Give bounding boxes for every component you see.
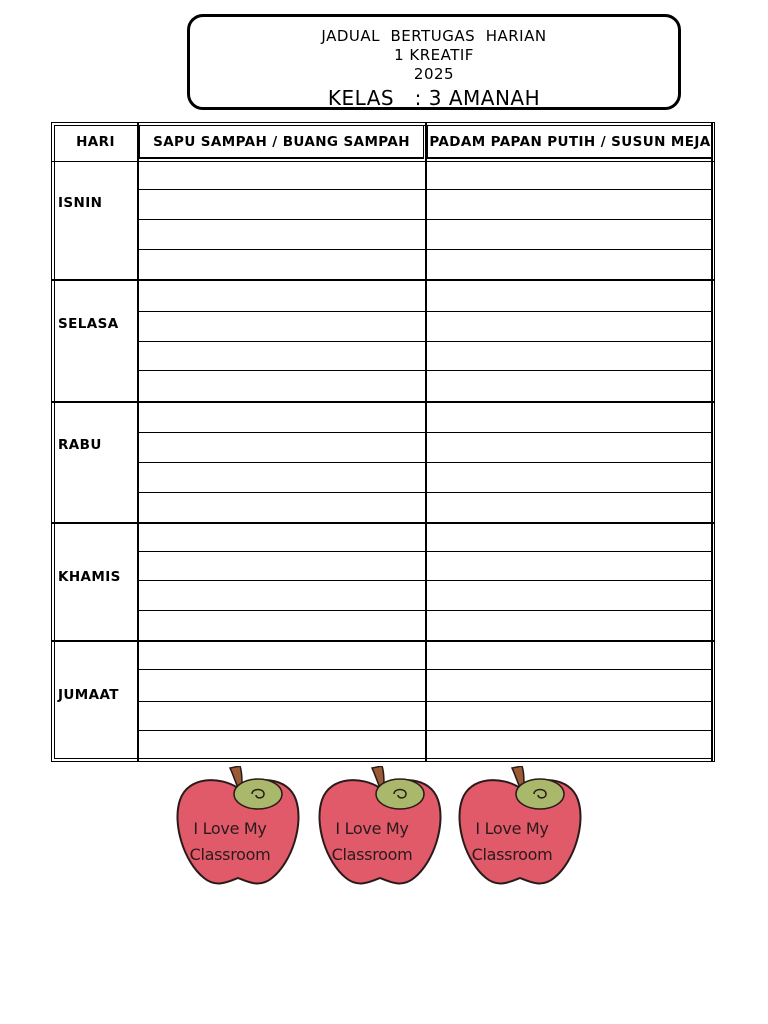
title-box <box>187 14 681 110</box>
title-year: 2025 <box>413 65 455 83</box>
entry-line <box>139 311 712 312</box>
day-block-rabu <box>52 402 714 522</box>
class-label: KELAS : 3 AMANAH <box>327 86 541 110</box>
apple-caption-line1: I Love My <box>335 819 409 838</box>
entry-line <box>139 189 712 190</box>
apple-sticker <box>170 766 306 890</box>
day-label-selasa: SELASA <box>58 316 119 332</box>
day-block-isnin <box>52 161 714 280</box>
header-padam-papan: PADAM PAPAN PUTIH / SUSUN MEJA <box>427 125 713 159</box>
day-label-khamis: KHAMIS <box>58 569 121 585</box>
apple-caption <box>452 816 572 868</box>
apple-caption-line2: Classroom <box>189 845 271 864</box>
entry-line <box>139 701 712 702</box>
day-block-khamis <box>52 523 714 641</box>
entry-line <box>139 730 712 731</box>
day-block-jumaat <box>52 641 714 759</box>
entry-line <box>139 432 712 433</box>
apple-caption-line2: Classroom <box>331 845 413 864</box>
day-label-rabu: RABU <box>58 437 102 453</box>
day-label-isnin: ISNIN <box>58 195 103 211</box>
apple-sticker <box>312 766 448 890</box>
apple-caption-line1: I Love My <box>475 819 549 838</box>
entry-line <box>139 551 712 552</box>
entry-line <box>139 669 712 670</box>
title-line-1: JADUAL BERTUGAS HARIAN <box>321 27 547 45</box>
title-line-2: 1 KREATIF <box>394 46 474 64</box>
entry-line <box>139 580 712 581</box>
entry-line <box>139 492 712 493</box>
entry-line <box>139 462 712 463</box>
day-block-selasa <box>52 281 714 401</box>
header-sapu-sampah: SAPU SAMPAH / BUANG SAMPAH <box>139 125 424 159</box>
apple-caption-line1: I Love My <box>193 819 267 838</box>
day-label-jumaat: JUMAAT <box>58 687 119 703</box>
entry-line <box>139 370 712 371</box>
entry-line <box>139 341 712 342</box>
apple-sticker <box>452 766 588 890</box>
header-hari: HARI <box>76 134 115 150</box>
entry-line <box>139 219 712 220</box>
apple-caption <box>312 816 432 868</box>
entry-line <box>139 249 712 250</box>
apple-caption <box>170 816 290 868</box>
apple-caption-line2: Classroom <box>471 845 553 864</box>
entry-line <box>139 610 712 611</box>
apple-stickers <box>170 766 590 890</box>
duty-table <box>51 122 715 762</box>
